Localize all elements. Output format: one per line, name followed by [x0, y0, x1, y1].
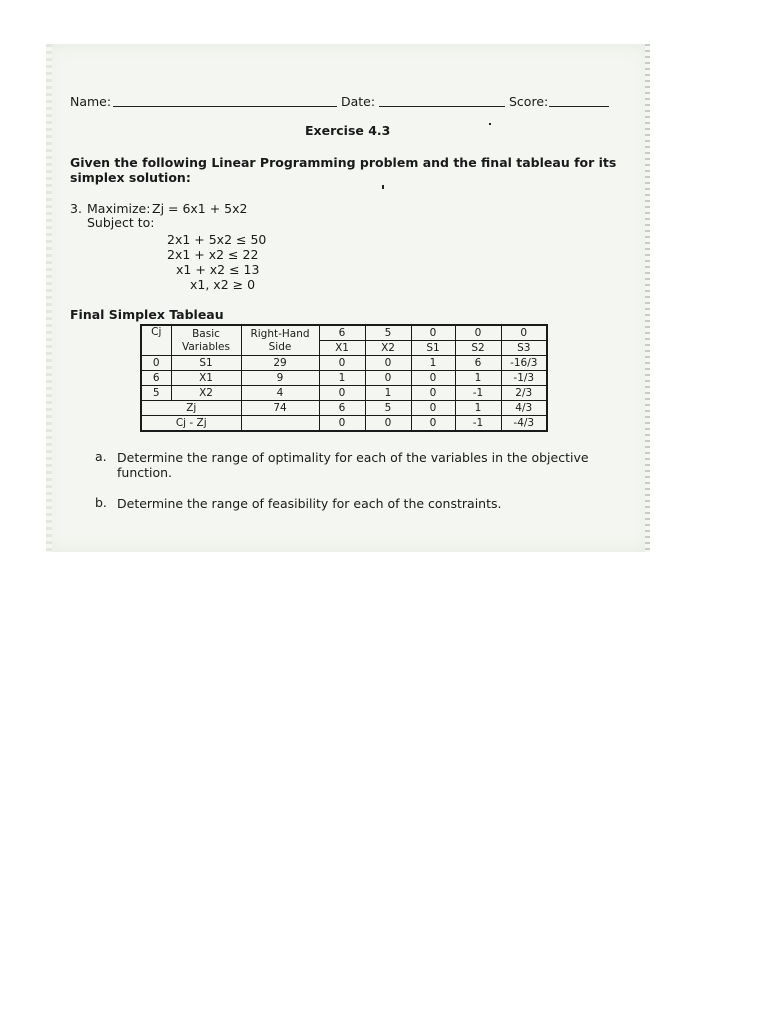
- name-label: Name:: [70, 94, 112, 109]
- tableau-caption: Final Simplex Tableau: [70, 307, 224, 322]
- cj-zj-label: Cj - Zj: [141, 416, 241, 432]
- row-rhs: 29: [241, 356, 319, 371]
- cj-zj-row: [141, 416, 547, 432]
- scan-edge-left: [46, 44, 52, 552]
- row-cell: 1: [455, 371, 501, 386]
- objective-function: Zj = 6x1 + 5x2: [152, 201, 248, 216]
- row-rhs: 9: [241, 371, 319, 386]
- zj-cell: 4/3: [501, 401, 547, 416]
- row-cell: 0: [319, 356, 365, 371]
- score-label: Score:: [509, 94, 549, 109]
- row-cj: 5: [141, 386, 171, 401]
- intro-text: Given the following Linear Programming problem and the final tableau for its simplex solution:: [70, 155, 617, 185]
- question-b-letter: b.: [95, 495, 107, 510]
- zj-label: Zj: [141, 401, 241, 416]
- coeff-s1: 0: [411, 325, 455, 341]
- var-x2: X2: [365, 341, 411, 356]
- table-row: [141, 371, 547, 386]
- table-row: [141, 386, 547, 401]
- row-cell: -1/3: [501, 371, 547, 386]
- table-row: [141, 356, 547, 371]
- row-cell: 0: [411, 386, 455, 401]
- zj-cell: 6: [319, 401, 365, 416]
- scan-speck: [382, 185, 384, 189]
- constraint-nonneg: x1, x2 ≥ 0: [190, 277, 256, 292]
- coeff-s2: 0: [455, 325, 501, 341]
- cj-zj-cell: 0: [319, 416, 365, 432]
- question-a-text: Determine the range of optimality for each of the variables in the objective function.: [117, 450, 589, 480]
- zj-cell: 1: [455, 401, 501, 416]
- cj-zj-cell: -4/3: [501, 416, 547, 432]
- row-cj: 6: [141, 371, 171, 386]
- cj-zj-cell: -1: [455, 416, 501, 432]
- row-cell: 0: [319, 386, 365, 401]
- scan-speck: [489, 123, 491, 125]
- var-x1: X1: [319, 341, 365, 356]
- constraint-1: 2x1 + 5x2 ≤ 50: [167, 232, 267, 247]
- tableau-header-row: [141, 325, 547, 341]
- constraint-2: 2x1 + x2 ≤ 22: [167, 247, 259, 262]
- row-cell: -1: [455, 386, 501, 401]
- row-cell: 1: [365, 386, 411, 401]
- coeff-s3: 0: [501, 325, 547, 341]
- objective-label: Maximize:: [87, 201, 151, 216]
- scanned-worksheet: [46, 44, 650, 552]
- cj-zj-cell: 0: [365, 416, 411, 432]
- zj-cell: 5: [365, 401, 411, 416]
- question-a-letter: a.: [95, 449, 107, 464]
- date-blank-line: [379, 106, 505, 107]
- row-cj: 0: [141, 356, 171, 371]
- row-basic: S1: [171, 356, 241, 371]
- row-basic: X2: [171, 386, 241, 401]
- row-cell: -16/3: [501, 356, 547, 371]
- subject-to-label: Subject to:: [87, 215, 155, 230]
- row-rhs: 4: [241, 386, 319, 401]
- exercise-title: Exercise 4.3: [305, 123, 391, 138]
- header-cj: Cj: [141, 325, 171, 356]
- row-cell: 1: [319, 371, 365, 386]
- row-cell: 0: [411, 371, 455, 386]
- score-blank-line: [549, 106, 609, 107]
- row-basic: X1: [171, 371, 241, 386]
- row-cell: 2/3: [501, 386, 547, 401]
- var-s2: S2: [455, 341, 501, 356]
- zj-cell: 0: [411, 401, 455, 416]
- row-cell: 6: [455, 356, 501, 371]
- header-rhs: Right-Hand Side: [241, 325, 319, 356]
- zj-rhs: 74: [241, 401, 319, 416]
- cj-zj-rhs-empty: [241, 416, 319, 432]
- simplex-tableau: [140, 324, 548, 432]
- coeff-x1: 6: [319, 325, 365, 341]
- question-b-text: Determine the range of feasibility for each of the constraints.: [117, 496, 502, 511]
- constraint-3: x1 + x2 ≤ 13: [176, 262, 260, 277]
- var-s1: S1: [411, 341, 455, 356]
- row-cell: 0: [365, 371, 411, 386]
- row-cell: 0: [365, 356, 411, 371]
- scan-edge-right: [645, 44, 650, 552]
- cj-zj-cell: 0: [411, 416, 455, 432]
- row-cell: 1: [411, 356, 455, 371]
- problem-number: 3.: [70, 201, 82, 216]
- name-blank-line: [113, 106, 337, 107]
- date-label: Date:: [341, 94, 376, 109]
- var-s3: S3: [501, 341, 547, 356]
- coeff-x2: 5: [365, 325, 411, 341]
- header-basic-variables: Basic Variables: [171, 325, 241, 356]
- zj-row: [141, 401, 547, 416]
